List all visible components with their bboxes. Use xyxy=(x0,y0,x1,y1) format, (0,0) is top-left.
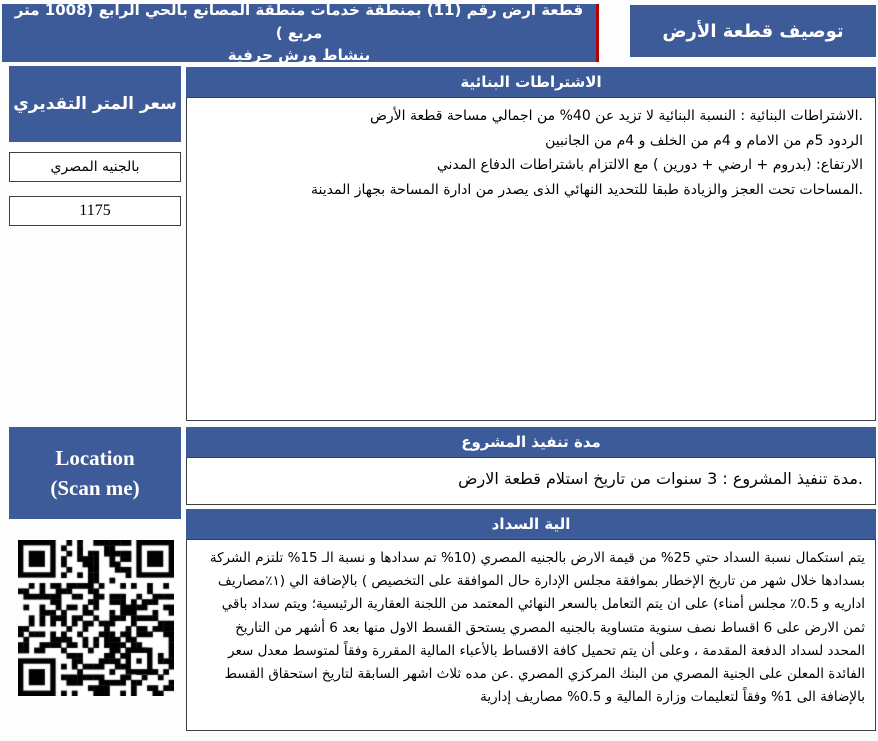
location-label-line1: Location xyxy=(55,445,135,470)
plot-title-line1: قطعة أرض رقم (11) بمنطقة خدمات منطقة المصانع بالحي الرابع (1008 متر مربع ) xyxy=(14,1,584,42)
plot-title-line2: بنشاط ورش حرفية xyxy=(227,46,371,65)
payment-method-content xyxy=(186,539,876,731)
price-per-meter-title: سعر المتر التقديري xyxy=(9,66,181,142)
payment-method-header: الية السداد xyxy=(186,509,876,539)
document-section-title: توصيف قطعة الأرض xyxy=(630,5,876,57)
building-requirements-header: الاشتراطات البنائية xyxy=(186,67,876,97)
building-requirement-line: الردود 5م من الامام و 4م من الخلف و 4م من الجانبين xyxy=(545,132,863,149)
plot-title xyxy=(2,1,596,65)
building-requirement-line: .المساحات تحت العجز والزيادة طبقا للتحديد النهائي الذى يصدر من ادارة المساحة بجهاز المدينة xyxy=(311,182,863,199)
building-requirements-content xyxy=(186,97,876,421)
location-scan-label xyxy=(9,427,181,519)
payment-terms-text: يتم استكمال نسبة السداد حتي 25% من قيمة الارض بالجنيه المصري (10% تم سدادها و نسبة الـ 15% تلتزم الشركة بسدادها خلال شهر من تاريخ الإخطار بموافقة مجلس الإدارة حال الموافقة على التخصيص ) بالإضافة الي (١٪مصاريف اداريه و 0.5٪ مجلس أمناء) على ان يتم التعامل بالسعر النهائي المعتمد من اللجنة العقارية الرئيسية؛ ويتم سداد باقي ثمن الارض على 6 اقساط نصف سنوية متساوية بالجنيه المصري يستحق القسط الاول منها بعد 6 أشهر من التاريخ المحدد لسداد الدفعة المقدمة ، وعلى أن يتم تحميل كافة الاقساط بالأعباء المالية المقررة وفقاً لمتوسط معدل سعر الفائدة المعلن على الجنية المصري من البنك المركزي المصري .عن مده ثلاث اشهر السابقة لتاريخ استحقاق القسط بالإضافة الى 1% وفقاً لتعليمات وزارة المالية و 0.5% مصاريف إدارية xyxy=(209,550,865,706)
header-red-divider xyxy=(596,4,599,62)
project-duration-text: .مدة تنفيذ المشروع : 3 سنوات من تاريخ استلام قطعة الارض xyxy=(458,469,863,488)
project-duration-header: مدة تنفيذ المشروع xyxy=(186,427,876,457)
project-duration-content xyxy=(186,457,876,505)
price-value: 1175 xyxy=(9,196,181,226)
currency-label: بالجنيه المصري xyxy=(9,152,181,182)
building-requirement-line: الارتفاع: (بدروم + ارضي + دورين ) مع الالتزام باشتراطات الدفاع المدني xyxy=(436,157,863,174)
location-label-line2: (Scan me) xyxy=(50,476,140,500)
qr-code xyxy=(18,540,174,696)
building-requirement-line: .الاشتراطات البنائية : النسبة البنائية لا تزيد عن 40% من اجمالي مساحة قطعة الأرض xyxy=(369,108,863,124)
